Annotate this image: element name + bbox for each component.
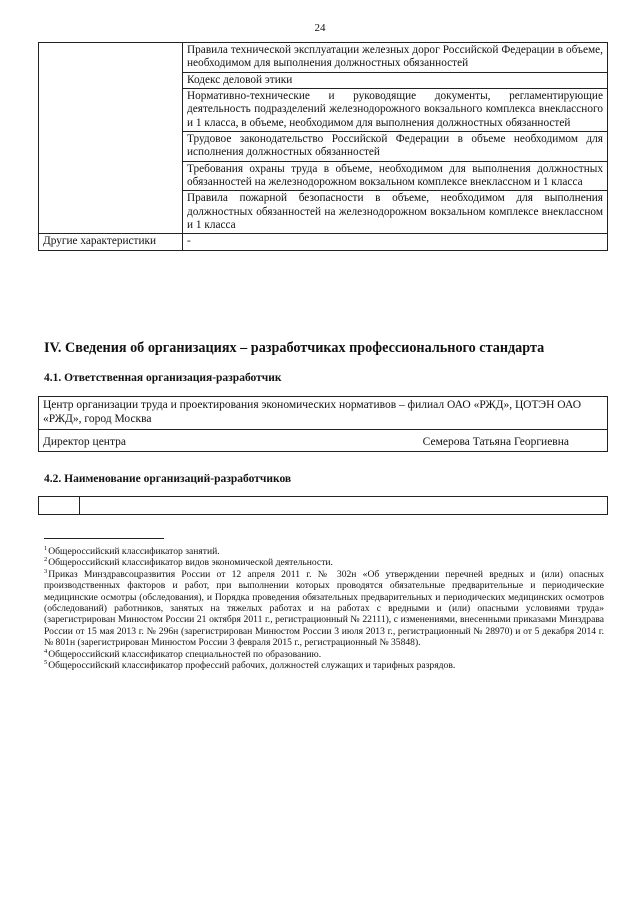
footnote-text: Приказ Минздравсоцразвития России от 12 апреля 2011 г. № 302н «Об утверждении перечней вредных и (или) опасных производственных факторов и работ, при выполнении которых проводятся обязательные предварительные и периодические медицинские осмотры (обследования), и Порядка проведения обязательных предварительных и периодических медицинских осмотров (обследований) работников, занятых на тяжелых работах и на работах с вредными и (или) опасными условиями труда» (зарегистрирован Минюстом России 21 октября 2011 г., регистрационный № 22111), с изменениями, внесенными приказами Минздрава России от 15 мая 2013 г. № 296н (зарегистрирован Минюстом России 3 июля 2013 г., регистрационный № 28970) и от 5 декабря 2014 г. № 801н (зарегистрирован Минюстом России 3 февраля 2015 г., регистрационный № 35848).: [44, 568, 604, 649]
table-row: [39, 43, 608, 73]
requirement-cell: Правила технической эксплуатации железных дорог Российской Федерации в объеме, необходимом для выполнения должностных обязанностей: [183, 43, 608, 73]
table-row: [39, 497, 608, 515]
footnote-number: 3: [44, 567, 48, 575]
footnote-number: 5: [44, 659, 48, 667]
table-row: [39, 234, 608, 250]
director-name: Семерова Татьяна Георгиевна: [422, 435, 569, 448]
footnote-number: 4: [44, 647, 48, 655]
requirement-cell: Требования охраны труда в объеме, необходимом для выполнения должностных обязанностей на железнодорожном вокзальном комплексе внеклассном и 1 класса: [183, 161, 608, 191]
director-row: [39, 429, 608, 452]
footnote-text: Общероссийский классификатор занятий.: [48, 546, 220, 557]
subsection-responsible-org: 4.1. Ответственная организация-разработчик: [44, 372, 282, 384]
empty-cell: [80, 497, 608, 515]
footnote-text: Общероссийский классификатор видов экономической деятельности.: [48, 557, 333, 569]
empty-cell: [39, 497, 80, 515]
empty-label-cell: [39, 43, 183, 234]
footnote: [44, 649, 604, 660]
responsible-org-table: [38, 396, 608, 452]
other-characteristics-value: -: [183, 234, 608, 250]
footnote-text: Общероссийский классификатор специальностей по образованию.: [48, 648, 322, 660]
footnote: [44, 557, 604, 568]
requirement-cell: Трудовое законодательство Российской Федерации в объеме необходимом для исполнения должностных обязанностей: [183, 131, 608, 161]
director-position: Директор центра: [43, 435, 126, 448]
page-number: 24: [314, 22, 326, 34]
table-row: [39, 397, 608, 430]
footnote-number: 1: [44, 545, 48, 552]
requirement-cell: Правила пожарной безопасности в объеме, необходимом для выполнения должностных обязанностей на железнодорожном вокзальном комплексе внеклассном и 1 класса: [183, 191, 608, 234]
section-title: IV. Сведения об организациях – разработчиках профессионального стандарта: [44, 340, 545, 356]
other-characteristics-label: Другие характеристики: [39, 234, 183, 250]
footnote: [44, 546, 604, 557]
footnote: [44, 660, 604, 671]
footnote: [44, 569, 604, 649]
footnote-divider: [44, 538, 164, 539]
requirement-cell: Кодекс деловой этики: [183, 72, 608, 88]
developer-orgs-table: [38, 496, 608, 515]
table-row: [39, 429, 608, 452]
footnotes: [44, 546, 604, 671]
footnote-number: 2: [44, 556, 48, 564]
subsection-org-names: 4.2. Наименование организаций-разработчиков: [44, 473, 292, 485]
requirement-cell: Нормативно-технические и руководящие документы, регламентирующие деятельность подразделений железнодорожного вокзального комплекса внеклассного и 1 класса, в объеме, необходимом для выполнения должностных обязанностей: [183, 88, 608, 131]
org-name: Центр организации труда и проектирования экономических нормативов – филиал ОАО «РЖД», ЦОТЭН ОАО «РЖД», город Москва: [39, 397, 608, 430]
requirements-table: [38, 42, 608, 251]
footnote-text: Общероссийский классификатор профессий рабочих, должностей служащих и тарифных разрядов.: [48, 660, 456, 672]
